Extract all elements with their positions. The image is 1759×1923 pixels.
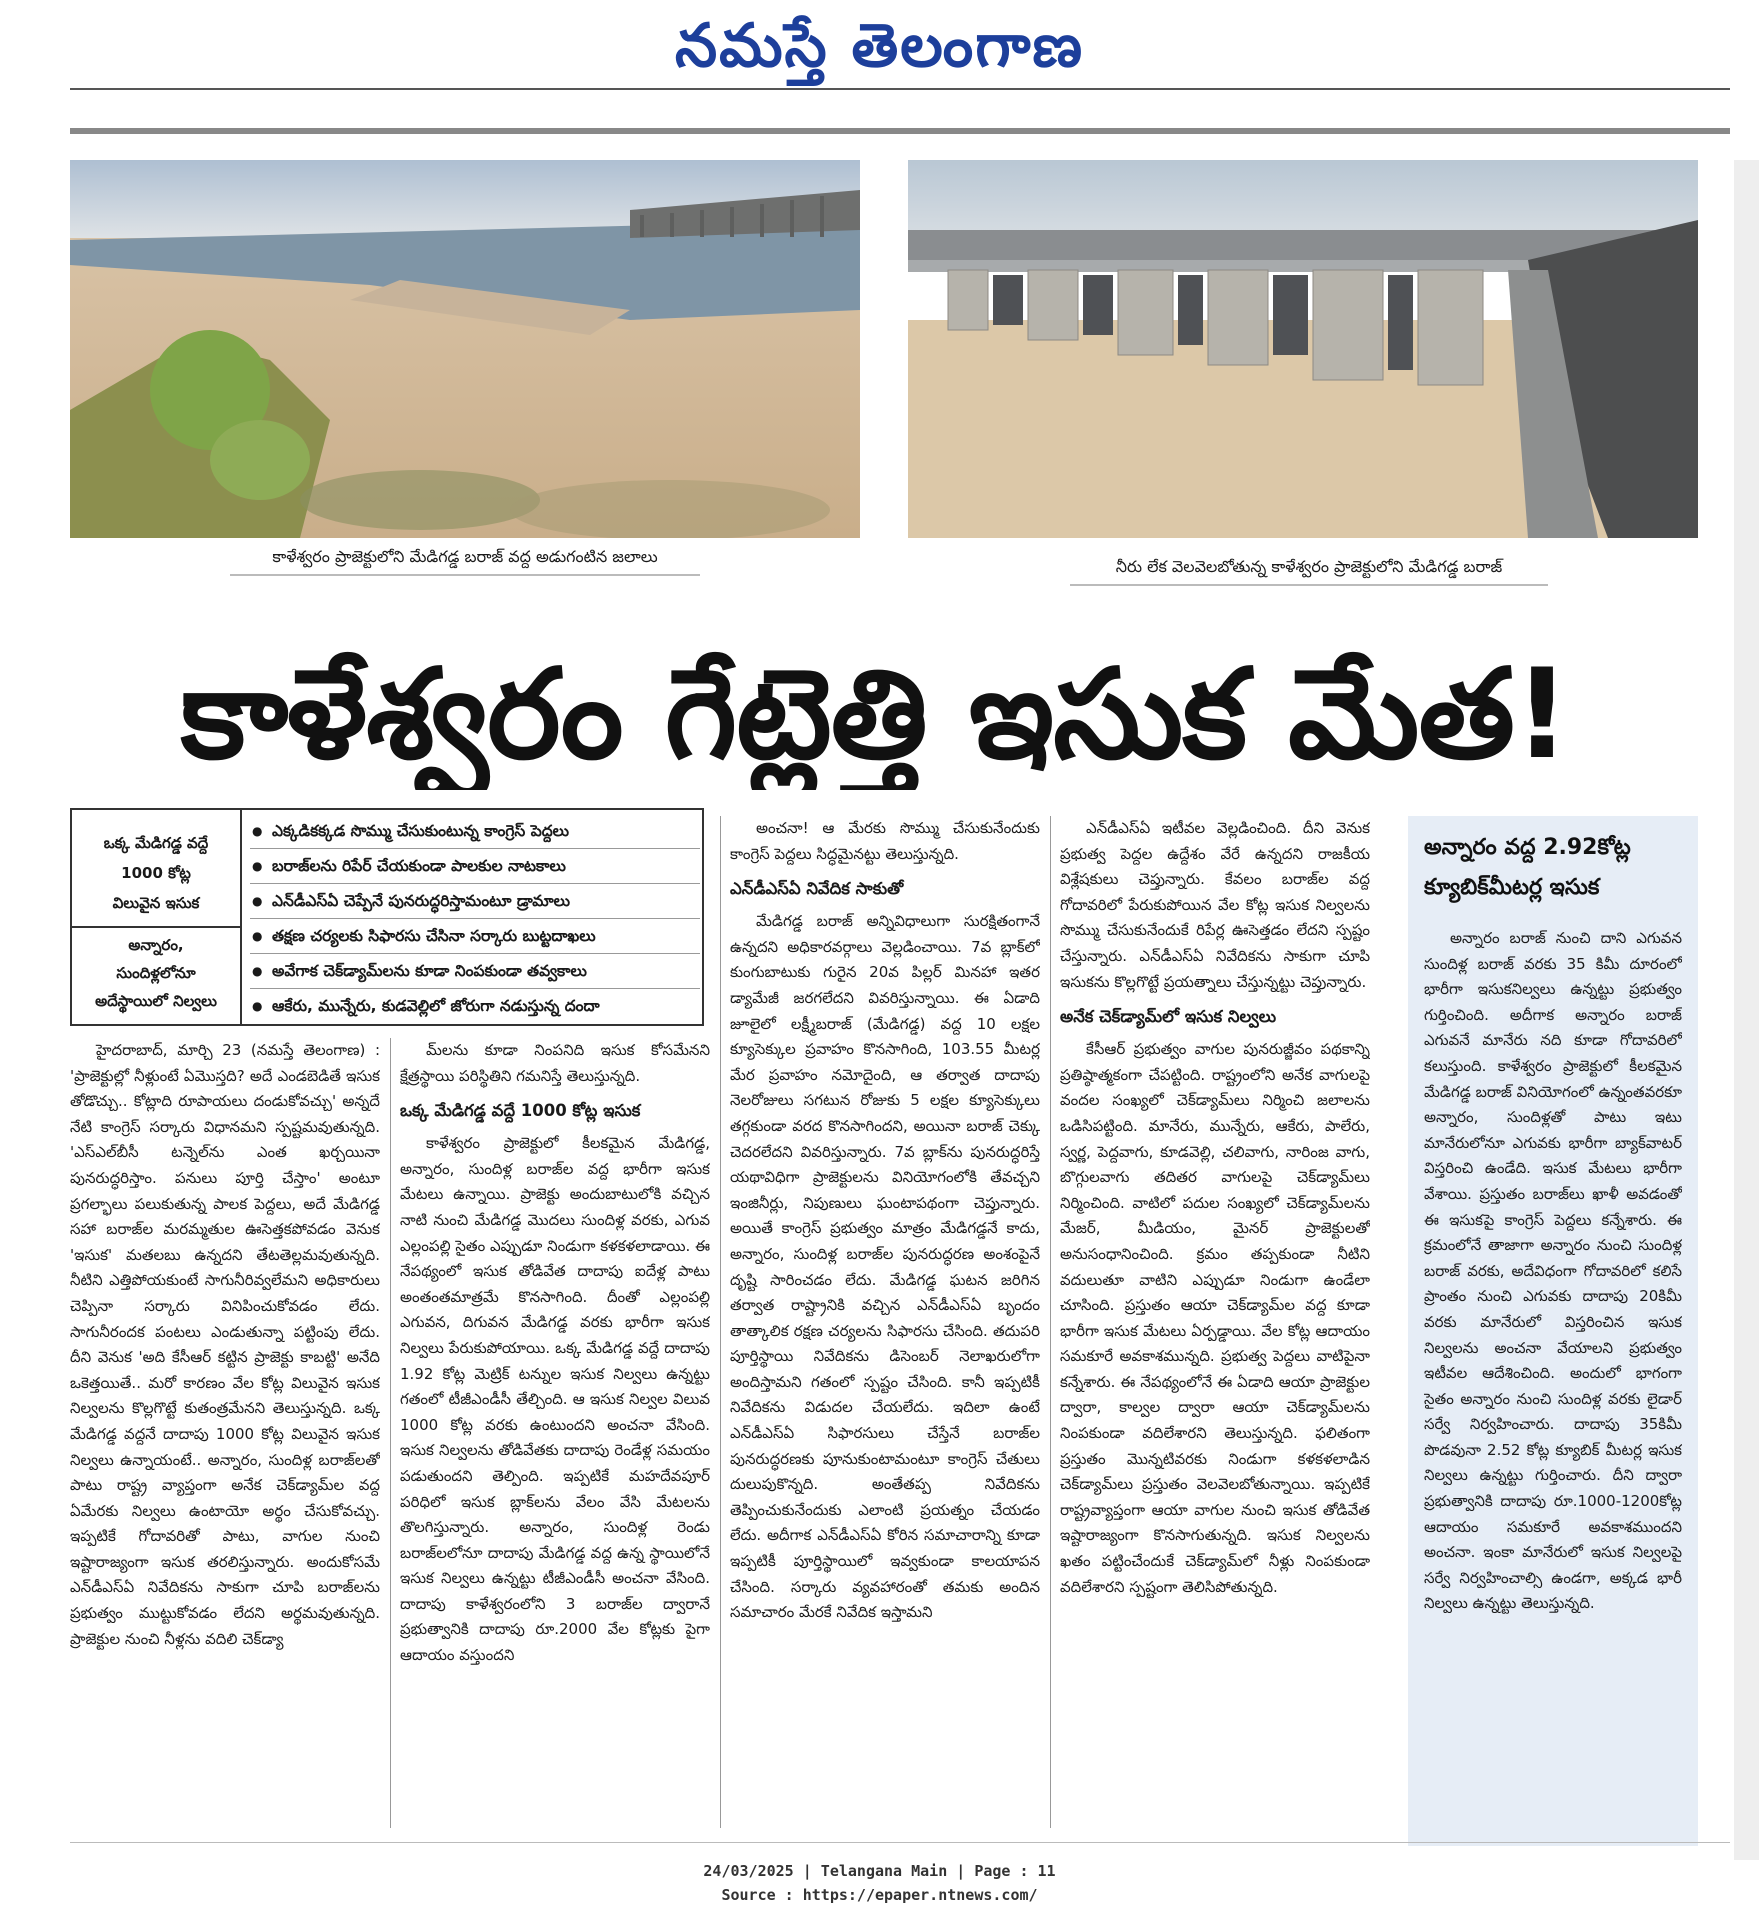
deck-highlight-line: 1000 కోట్ల xyxy=(121,864,191,882)
deck-bullet-list xyxy=(250,814,700,1023)
deck-bullet: ● తక్షణ చర్యలకు సిఫారసు చేసినా సర్కారు బుట్టదాఖలు xyxy=(250,919,700,954)
deck-bullet: ● అవేగాక చెక్‌డ్యామ్‌లను కూడా నింపకుండా తవ్వకాలు xyxy=(250,954,700,989)
deck-box xyxy=(70,808,704,1026)
photo-left-caption: కాళేశ్వరం ప్రాజెక్టులోని మేడిగడ్డ బరాజ్ వద్ద అడుగంటిన జలాలు xyxy=(230,546,700,576)
deck-highlight-line: ఒక్క మేడిగడ్డ వద్దే xyxy=(103,834,209,852)
sidebar-body xyxy=(1424,926,1682,1617)
photo-empty-barrage xyxy=(908,160,1698,538)
headline: కాళేశ్వరం గేట్లెత్తి ఇసుక మేత! xyxy=(180,643,1570,787)
deck-highlight-line: విలువైన ఇసుక xyxy=(112,894,200,912)
adjacent-page-strip xyxy=(1734,160,1759,1860)
article-column-4 xyxy=(1060,816,1370,1828)
subheading: అనేక చెక్‌డ్యామ్‌లో ఇసుక నిల్వలు xyxy=(1060,1007,1277,1027)
footer-source-link[interactable]: Source : https://epaper.ntnews.com/ xyxy=(721,1886,1038,1904)
article-paragraph: మ్‌లను కూడా నింపనిది ఇసుక కోసమేనని క్షేత్రస్థాయి పరిస్థితిని గమనిస్తే తెలుస్తున్నది. xyxy=(400,1041,710,1085)
sidebar-paragraph: అన్నారం బరాజ్ నుంచి దాని ఎగువన సుందిళ్ల బరాజ్ వరకు 35 కిమీ దూరంలో భారీగా ఇసుకనిల్వలు ఉన్నట్టు ప్రభుత్వం గుర్తించింది. అదీగాక అన్నారం బరాజ్ ఎగువనే మానేరు నది కూడా గోదావరిలో కలుస్తుంది. కాళేశ్వరం ప్రాజెక్టులో కీలకమైన మేడిగడ్డ బరాజ్ వినియోగంలో ఉన్నంతవరకూ అన్నారం, సుందిళ్లతో పాటు ఇటు మానేరులోనూ ఎగువకు భారీగా బ్యాక్‌వాటర్ విస్తరించి ఉండేది. ఇసుక మేటలు భారీగా వేశాయి. ప్రస్తుతం బరాజ్‌లు ఖాళీ అవడంతో ఈ ఇసుకపై కాంగ్రెస్ పెద్దలు కన్నేశారు. ఈ క్రమంలోనే తాజాగా అన్నారం నుంచి సుందిళ్ల బరాజ్ వరకు, అదేవిధంగా గోదావరిలో కలిసే ప్రాంతం నుంచి ఎగువకు దాదాపు 20కిమీ వరకు మానేరులో విస్తరించిన ఇసుక నిల్వలను అంచనా వేయాలని ప్రభుత్వం ఇటీవల ఆదేశించింది. అందులో భాగంగా సైతం అన్నారం నుంచి సుందిళ్ల వరకు లైడార్ సర్వే నిర్వహించారు. దాదాపు 35కిమీ పొడవునా 2.52 కోట్ల క్యూబిక్ మీటర్ల ఇసుక నిల్వలు ఉన్నట్టు గుర్తించారు. దీని ద్వారా ప్రభుత్వానికి దాదాపు రూ.1000-1200కోట్ల ఆదాయం సమకూరే అవకాశముందని అంచనా. ఇంకా మానేరులో ఇసుక నిల్వలపై సర్వే నిర్వహించాల్సి ఉండగా, అక్కడ భారీ నిల్వలు ఉన్నట్టు తెలుస్తున్నది. xyxy=(1424,929,1682,1613)
footer-edition-info: 24/03/2025 | Telangana Main | Page : 11 xyxy=(703,1862,1056,1880)
subheading: ఒక్క మేడిగడ్డ వద్దే 1000 కోట్ల ఇసుక xyxy=(400,1101,641,1121)
column-rule xyxy=(390,1038,391,1828)
article-paragraph: అంచనా! ఆ మేరకు సొమ్ము చేసుకునేందుకు కాంగ్రెస్ పెద్దలు సిద్ధమైనట్టు తెలుస్తున్నది. xyxy=(730,819,1040,863)
sidebar-box xyxy=(1408,816,1698,1846)
article-paragraph: కేసీఆర్ ప్రభుత్వం వాగుల పునరుజ్జీవం పథకాన్ని ప్రతిష్ఠాత్మకంగా చేపట్టింది. రాష్ట్రంలోని అనేక వాగులపై వందల సంఖ్యలో చెక్‌డ్యామ్‌లు నిర్మించి జలాలను ఒడిసిపట్టింది. మానేరు, మున్నేరు, ఆకేరు, పాలేరు, స్వర్ణ, పెద్దవాగు, కూడవెల్లి, చలివాగు, నారింజ వాగు, బొగ్గులవాగు తదితర వాగులపై చెక్‌డ్యామ్‌లు నిర్మించింది. వాటిలో పదుల సంఖ్యలో చెక్‌డ్యామ్‌లను మేజర్, మీడియం, మైనర్ ప్రాజెక్టులతో అనుసంధానించింది. క్రమం తప్పకుండా నీటిని వదులుతూ వాటిని ఎప్పుడూ నిండుగా ఉండేలా చూసింది. ప్రస్తుతం ఆయా చెక్‌డ్యామ్‌ల వద్ద కూడా భారీగా ఇసుక మేటలు ఏర్పడ్డాయి. వేల కోట్ల ఆదాయం సమకూరే అవకాశమున్నది. ప్రభుత్వ పెద్దలు వాటిపైనా కన్నేశారు. ఈ నేపథ్యంలోనే ఈ ఏడాది ఆయా ప్రాజెక్టుల ద్వారా, కాల్వల ద్వారా ఆయా చెక్‌డ్యామ్‌లను నింపకుండా వదిలేశారని తెలుస్తున్నది. ఫలితంగా ప్రస్తుతం మొన్నటివరకు నిండుగా కళకళలాడిన చెక్‌డ్యామ్‌లు ప్రస్తుతం వెలవెలబోతున్నాయి. ఇప్పటికే రాష్ట్రవ్యాప్తంగా ఆయా వాగుల నుంచి ఇసుక తోడివేత ఇష్టారాజ్యంగా కొనసాగుతున్నది. ఇసుక నిల్వలను ఖతం పట్టించేందుకే చెక్‌డ్యామ్‌లో నీళ్లు నింపకుండా వదిలేశారని స్పష్టంగా తెలిసిపోతున్నది. xyxy=(1060,1040,1370,1596)
deck-divider xyxy=(72,926,240,928)
article-paragraph: ఎన్‌డీఎస్‌ఏ ఇటీవల వెల్లడించింది. దీని వెనుక ప్రభుత్వ పెద్దల ఉద్దేశం వేరే ఉన్నదని రాజకీయ విశ్లేషకులు చెప్తున్నారు. కేవలం బరాజ్‌ల వద్ద గోదావరిలో పేరుకుపోయిన వేల కోట్ల ఇసుక నిల్వలను సొమ్ము చేసుకునేందుకే రిపేర్ల ఊసెత్తడం లేదని స్పష్టం చేస్తున్నారు. ఎన్‌డీఎస్‌ఏ నివేదికను సాకుగా చూపి ఇసుకను కొల్లగొట్టే ప్రయత్నాలు చేస్తున్నట్టు చెప్తున్నారు. xyxy=(1060,819,1370,991)
masthead-title: నమస్తే తెలంగాణ xyxy=(674,11,1085,81)
photo-right-caption: నీరు లేక వెలవెలబోతున్న కాళేశ్వరం ప్రాజెక్టులోని మేడిగడ్డ బరాజ్ xyxy=(1070,556,1548,586)
article-column-1 xyxy=(70,1038,380,1828)
article-column-2 xyxy=(400,1038,710,1828)
deck-bullet: ● బరాజ్‌లను రిపేర్ చేయకుండా పాలకుల నాటకాలు xyxy=(250,849,700,884)
deck-bullet: ● ఎన్‌డీఎస్‌ఏ చెప్పేనే పునరుద్ధరిస్తామంటూ డ్రామాలు xyxy=(250,884,700,919)
article-paragraph: మేడిగడ్డ బరాజ్ అన్నివిధాలుగా సురక్షితంగానే ఉన్నదని అధికారవర్గాలు వెల్లడించాయి. 7వ బ్లాక్‌లో కుంగుబాటుకు గురైన 20వ పిల్లర్ మినహా ఇతర డ్యామేజీ జరగలేదని వివరిస్తున్నాయి. ఈ ఏడాది జూలైలో లక్ష్మీబరాజ్ (మేడిగడ్డ) వద్ద 10 లక్షల క్యూసెక్కుల ప్రవాహం కొనసాగింది, 103.55 మీటర్ల మేర ప్రవాహం నమోదైంది, ఆ తర్వాత దాదాపు నెలరోజులు సగటున రోజుకు 5 లక్షల క్యూసెక్కులు తగ్గకుండా వరద కొనసాగిందని, అయినా బరాజ్ చెక్కు చెదరలేదని వివరిస్తున్నారు. 7వ బ్లాక్‌ను పునరుద్ధరిస్తే యథావిధిగా ప్రాజెక్టులను వినియోగంలోకి తేవచ్చని ఇంజినీర్లు, నిపుణులు ఘంటాపథంగా చెప్తున్నారు. అయితే కాంగ్రెస్ ప్రభుత్వం మాత్రం మేడిగడ్డనే కాదు, అన్నారం, సుందిళ్ల బరాజ్‌ల పునరుద్ధరణ అంశంపైనే దృష్టి సారించడం లేదు. మేడిగడ్డ ఘటన జరిగిన తర్వాత రాష్ట్రానికి వచ్చిన ఎన్‌డీఎస్‌ఏ బృందం తాత్కాలిక రక్షణ చర్యలను సిఫారసు చేసింది. తదుపరి పూర్తిస్థాయి నివేదికను డిసెంబర్ నెలాఖరులోగా అందిస్తామని గతంలో స్పష్టం చేసింది. కానీ ఇప్పటికీ నివేదికను విడుదల చేయలేదు. ఇదిలా ఉంటే ఎన్‌డీఎస్‌ఏ సిఫారసులు చేస్తేనే బరాజ్‌ల పునరుద్ధరణకు పూనుకుంటామంటూ కాంగ్రెస్ చేతులు దులుపుకొన్నది. అంతేతప్ప నివేదికను తెప్పించుకునేందుకు ఎలాంటి ప్రయత్నం చేయడం లేదు. అదీగాక ఎన్‌డీఎస్‌ఏ కోరిన సమాచారాన్ని కూడా ఇప్పటికీ పూర్తిస్థాయిలో ఇవ్వకుండా కాలయాపన చేసింది. సర్కారు వ్యవహారంతో తమకు అందిన సమాచారం మేరకే నివేదిక ఇస్తామని xyxy=(730,912,1040,1622)
masthead-rule-top xyxy=(70,88,1730,90)
riverbed-illustration xyxy=(70,160,860,538)
deck-highlights xyxy=(72,810,242,1024)
deck-bullet: ● ఎక్కడికక్కడ సొమ్ము చేసుకుంటున్న కాంగ్రెస్ పెద్దలు xyxy=(250,814,700,849)
article-paragraph: హైదరాబాద్, మార్చి 23 (నమస్తే తెలంగాణ) : 'ప్రాజెక్టుల్లో నీళ్లుంటే ఏమొస్తది? అదే ఎండబెడితే ఇసుక తోడొచ్చు.. కోట్లాది రూపాయలు దండుకోవచ్చు' అన్నదే నేటి కాంగ్రెస్ సర్కారు విధానమని స్పష్టమవుతున్నది. 'ఎస్‌ఎల్‌బీసీ టన్నెల్‌ను ఎంత ఖర్చయినా పునరుద్ధరిస్తాం. పనులు పూర్తి చేస్తాం' అంటూ ప్రగల్భాలు పలుకుతున్న పాలక పెద్దలు, అదే మేడిగడ్డ సహా బరాజ్‌ల మరమ్మతుల ఊసెత్తకపోవడం వెనుక 'ఇసుక' మతలబు ఉన్నదని తేటతెల్లమవుతున్నది. నీటిని ఎత్తిపోయకుంటే సాగునీరివ్వలేమని అధికారులు చెప్పినా సర్కారు వినిపించుకోవడం లేదు. సాగునీరందక పంటలు ఎండుతున్నా పట్టింపు లేదు. దీని వెనుక 'అది కేసీఆర్ కట్టిన ప్రాజెక్టు కాబట్టి' అనేది ఒకెత్తయితే.. మరో కారణం వేల కోట్ల విలువైన ఇసుక నిల్వలను కొల్లగొట్టే కుతంత్రమేనని తెలుస్తున్నది. ఒక్క మేడిగడ్డ వద్దనే దాదాపు 1000 కోట్ల విలువైన ఇసుక నిల్వలు ఉన్నాయంటే.. అన్నారం, సుందిళ్ల బరాజ్‌లతో పాటు రాష్ట్ర వ్యాప్తంగా అనేక చెక్‌డ్యామ్‌ల వద్ద ఏమేరకు నిల్వలు ఉంటాయో అర్థం చేసుకోవచ్చు. ఇప్పటికే గోదావరితో పాటు, వాగుల నుంచి ఇష్టారాజ్యంగా ఇసుక తరలిస్తున్నారు. అందుకోసమే ఎన్‌డీఎస్‌ఏ నివేదికను సాకుగా చూపి బరాజ్‌లను ప్రభుత్వం ముట్టుకోవడం లేదని అర్థమవుతున్నది. ప్రాజెక్టుల నుంచి నీళ్లను వదిలి చెక్‌డ్యా xyxy=(70,1041,380,1648)
deck-highlight-line: అదేస్థాయిలో నిల్వలు xyxy=(95,992,217,1010)
barrage-illustration xyxy=(908,160,1698,538)
article-column-3 xyxy=(730,816,1040,1828)
subheading: ఎన్‌డీఎస్‌ఏ నివేదిక సాకుతో xyxy=(730,879,904,899)
deck-bullet: ● ఆకేరు, మున్నేరు, కుడవెల్లిలో జోరుగా నడుస్తున్న దందా xyxy=(250,989,700,1023)
photo-dry-riverbed xyxy=(70,160,860,538)
masthead-rule-bottom xyxy=(70,128,1730,134)
column-rule xyxy=(720,816,721,1828)
sidebar-heading: అన్నారం వద్ద 2.92కోట్ల క్యూబిక్‌మీటర్ల ఇసుక xyxy=(1424,835,1631,900)
deck-highlight-line: అన్నారం, xyxy=(128,936,184,954)
footer-rule xyxy=(70,1842,1730,1843)
deck-highlight-line: సుందిళ్లలోనూ xyxy=(116,964,196,982)
article-paragraph: కాళేశ్వరం ప్రాజెక్టులో కీలకమైన మేడిగడ్డ, అన్నారం, సుందిళ్ల బరాజ్‌ల వద్ద భారీగా ఇసుక మేటలు ఉన్నాయి. ప్రాజెక్టు అందుబాటులోకి వచ్చిన నాటి నుంచి మేడిగడ్డ మొదలు సుందిళ్ల వరకు, ఎగువ ఎల్లంపల్లి సైతం ఎప్పుడూ నిండుగా కళకళలాడాయి. ఈ నేపథ్యంలో ఇసుక తోడివేత దాదాపు ఐదేళ్ల పాటు అంతంతమాత్రమే కొనసాగింది. దీంతో ఎల్లంపల్లి ఎగువన, దిగువన మేడిగడ్డ వరకు భారీగా ఇసుక నిల్వలు పేరుకుపోయాయి. ఒక్క మేడిగడ్డ వద్దే దాదాపు 1.92 కోట్ల మెట్రిక్ టన్నుల ఇసుక నిల్వలు ఉన్నట్టు గతంలో టీజీఎండీసీ తేల్చింది. ఆ ఇసుక నిల్వల విలువ 1000 కోట్ల వరకు ఉంటుందని అంచనా వేసింది. ఇసుక నిల్వలను తోడివేతకు దాదాపు రెండేళ్ల సమయం పడుతుందని తెల్పింది. ఇప్పటికే మహదేవపూర్ పరిధిలో ఇసుక బ్లాక్‌లను వేలం వేసి మేటలను తొలగిస్తున్నారు. అన్నారం, సుందిళ్ల రెండు బరాజ్‌లలోనూ దాదాపు మేడిగడ్డ వద్ద ఉన్న స్థాయిలోనే ఇసుక నిల్వలు ఉన్నట్టు టీజీఎండీసీ అంచనా వేసింది. దాదాపు కాళేశ్వరంలోని 3 బరాజ్‌ల ద్వారానే ప్రభుత్వానికి దాదాపు రూ.2000 వేల కోట్లకు పైగా ఆదాయం వస్తుందని xyxy=(400,1134,710,1665)
column-rule xyxy=(1050,816,1051,1828)
